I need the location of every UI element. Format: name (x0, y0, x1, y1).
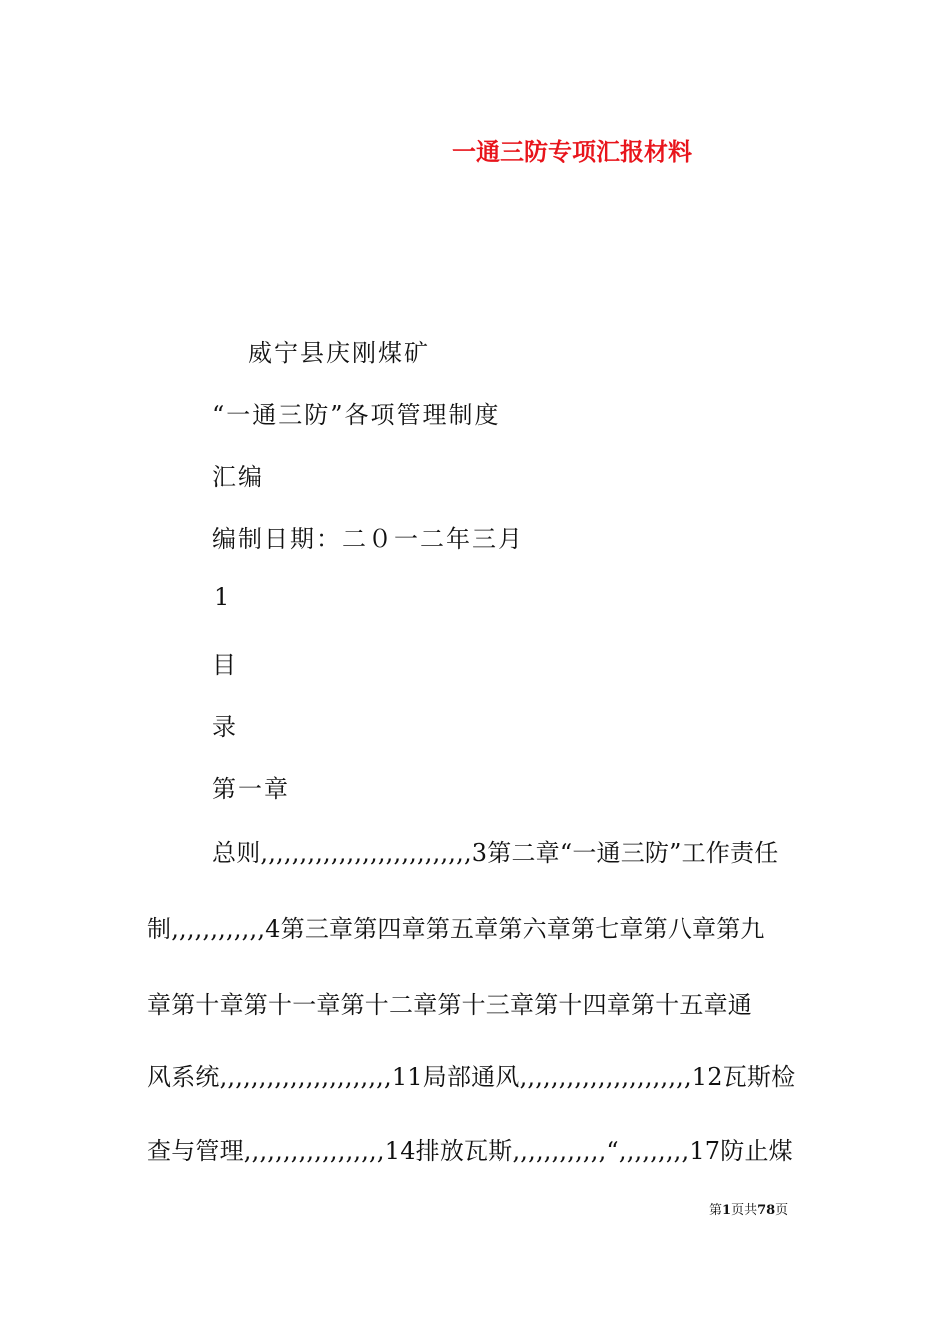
toc-heading-char-1: 目 (212, 651, 238, 679)
document-title: 一通三防专项汇报材料 (452, 137, 692, 166)
footer-suffix: 页 (775, 1203, 789, 1218)
footer-total: 78 (757, 1203, 776, 1218)
toc-heading-char-2: 录 (212, 713, 238, 741)
toc-line: 章第十章第十一章第十二章第十三章第十四章第十五章通 (147, 991, 752, 1019)
compilation-label: 汇编 (212, 463, 264, 491)
compile-date: 编制日期：二０一二年三月 (212, 525, 524, 553)
regulation-title: “一通三防”各项管理制度 (212, 401, 501, 429)
toc-line: 查与管理,,,,,,,,,,,,,,,,,,14排放瓦斯,,,,,,,,,,,,“,,,,,,,,,17防止煤 (147, 1137, 793, 1165)
toc-line: 总则,,,,,,,,,,,,,,,,,,,,,,,,,,,3第二章“一通三防”工作责任 (212, 839, 779, 867)
toc-line: 风系统,,,,,,,,,,,,,,,,,,,,,,11局部通风,,,,,,,,,,,,,,,,,,,,,,12瓦斯检 (147, 1063, 796, 1091)
footer-middle: 页共 (731, 1203, 758, 1218)
mine-name: 威宁县庆刚煤矿 (248, 339, 430, 367)
footer-prefix: 第 (709, 1203, 723, 1218)
toc-line: 制,,,,,,,,,,,,4第三章第四章第五章第六章第七章第八章第九 (147, 915, 765, 943)
page-number-text: 1 (214, 583, 232, 611)
chapter-one-label: 第一章 (212, 775, 290, 803)
footer-page: 1 (722, 1203, 732, 1218)
page-footer (709, 1199, 788, 1218)
